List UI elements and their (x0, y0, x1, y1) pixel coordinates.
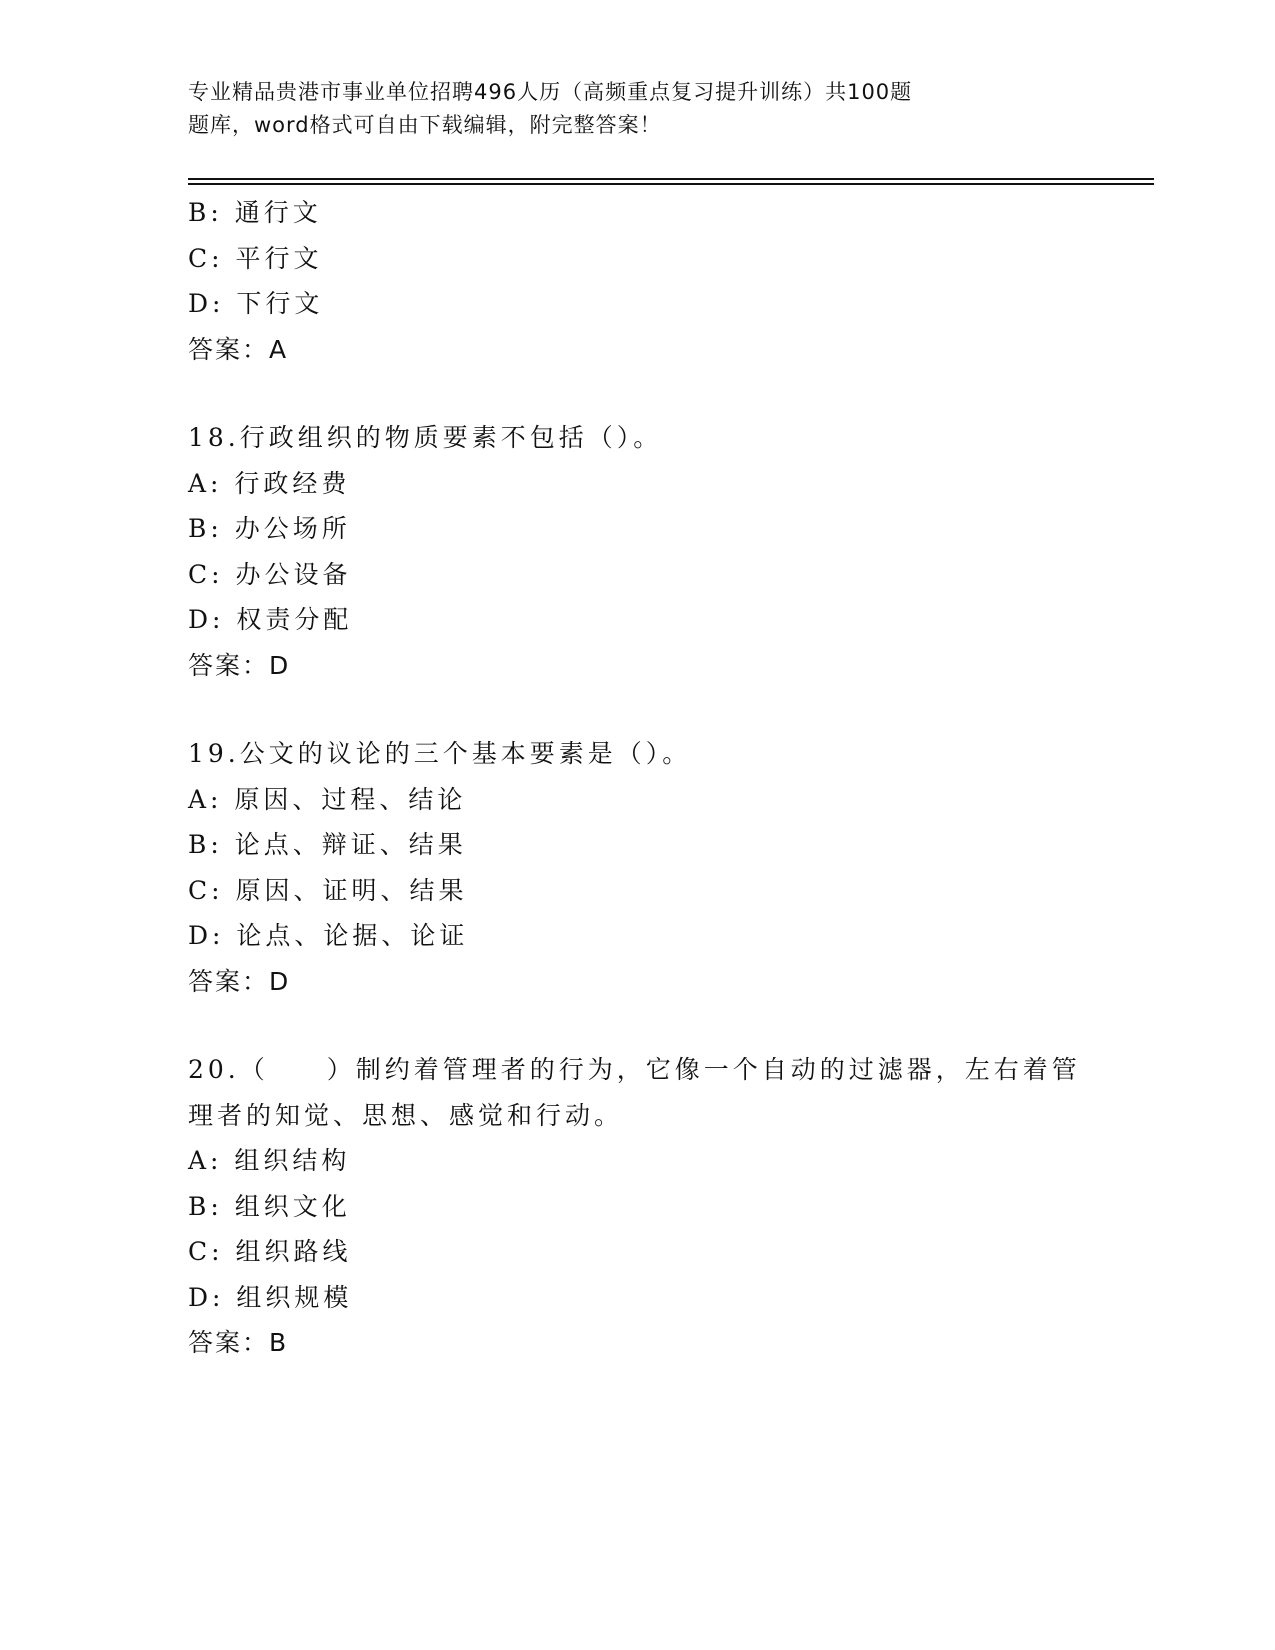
answer-line: 答案：A (188, 334, 289, 364)
option-a: A: 行政经费 (188, 468, 351, 498)
option-d: D: 论点、论据、论证 (188, 921, 469, 950)
option-b: B: 办公场所 (188, 514, 351, 543)
option-c: C: 组织路线 (188, 1237, 352, 1266)
option-b: B: 论点、辩证、结果 (188, 830, 467, 859)
question-20 (188, 1047, 1088, 1366)
option-d: D: 下行文 (188, 289, 324, 318)
option-a: A: 组织结构 (188, 1146, 351, 1175)
option-c: C: 平行文 (188, 243, 323, 273)
header-divider-top (188, 178, 1154, 180)
document-header (188, 76, 1048, 142)
option-a: A: 原因、过程、结论 (188, 784, 467, 814)
header-title-line-1: 专业精品贵港市事业单位招聘496人历（高频重点复习提升训练）共100题 (188, 80, 913, 104)
answer-line: 答案：B (188, 1328, 289, 1357)
question-18 (188, 415, 1088, 688)
option-c: C: 原因、证明、结果 (188, 875, 468, 905)
question-stem-line-1: 20.（ ）制约着管理者的行为，它像一个自动的过滤器，左右着管 (188, 1055, 1081, 1084)
option-c: C: 办公设备 (188, 559, 352, 589)
header-divider-bottom (188, 183, 1154, 185)
answer-line: 答案：D (188, 650, 291, 680)
question-19 (188, 731, 1088, 1004)
option-b: B: 通行文 (188, 198, 322, 227)
question-stem: 19.公文的议论的三个基本要素是（）。 (188, 739, 692, 768)
header-title-line-2: 题库，word格式可自由下载编辑，附完整答案！ (188, 113, 662, 137)
question-17-partial (188, 190, 1088, 372)
option-d: D: 权责分配 (188, 605, 353, 634)
option-d: D: 组织规模 (188, 1282, 353, 1312)
question-stem: 18.行政组织的物质要素不包括（）。 (188, 423, 663, 452)
answer-line: 答案：D (188, 966, 291, 996)
question-stem-line-2: 理者的知觉、思想、感觉和行动。 (188, 1100, 624, 1130)
question-list (188, 190, 1088, 1366)
option-b: B: 组织文化 (188, 1191, 351, 1221)
